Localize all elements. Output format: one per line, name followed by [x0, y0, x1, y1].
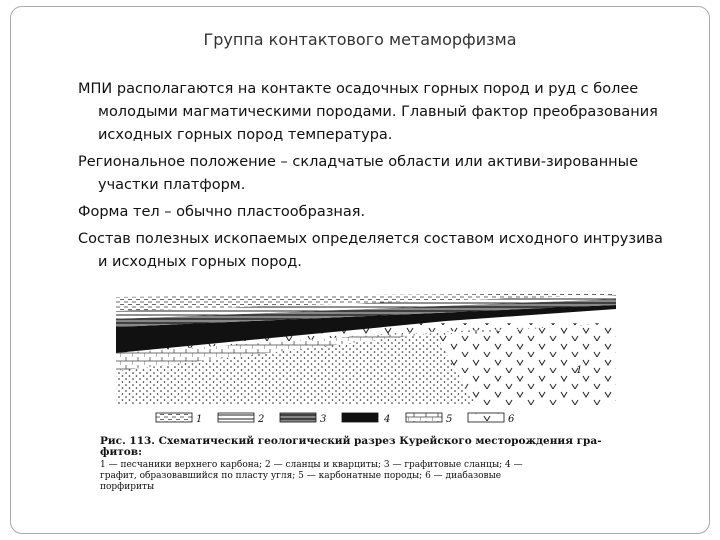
legend-num-4: 4 — [384, 414, 391, 425]
legend-swatch-5 — [406, 413, 442, 422]
caption-line-2: фитов: — [100, 446, 142, 458]
legend-swatch-4 — [342, 413, 378, 422]
slide-body — [78, 78, 668, 278]
caption-line-4: графит, образовавшийся по пласту угля; 5 — карбонатные породы; 6 — диабазовые — [100, 471, 502, 481]
paragraph-4: Состав полезных ископаемых определяется составом исходного интрузива и исходных горных пород. — [78, 231, 663, 270]
geologic-figure — [96, 293, 624, 500]
figure-caption — [100, 435, 602, 492]
paragraph-1: МПИ располагаются на контакте осадочных горных пород и руд с более молодыми магматическими породами. Главный фактор преобразования исходных горных пород температура. — [78, 81, 658, 143]
geologic-section-image — [96, 293, 624, 500]
slide-title: Группа контактового метаморфизма — [203, 30, 517, 49]
legend — [156, 413, 515, 425]
section-label-1: 1 — [576, 365, 583, 376]
legend-num-6: 6 — [508, 414, 515, 425]
legend-num-3: 3 — [320, 414, 327, 425]
legend-num-1: 1 — [196, 414, 203, 425]
section-diagram — [116, 293, 616, 405]
paragraph-3: Форма тел – обычно пластообразная. — [78, 204, 366, 220]
legend-swatch-6 — [468, 413, 504, 422]
caption-line-3: 1 — песчаники верхнего карбона; 2 — сланцы и кварциты; 3 — графитовые сланцы; 4 — — [100, 460, 523, 470]
legend-num-2: 2 — [258, 414, 265, 425]
legend-swatch-2 — [218, 413, 254, 422]
caption-line-5: порфириты — [100, 482, 155, 492]
paragraph-2: Региональное положение – складчатые области или активи-зированные участки платформ. — [78, 154, 639, 193]
legend-num-5: 5 — [446, 414, 453, 425]
caption-line-1: Рис. 113. Схематический геологический разрез Курейского месторождения гра- — [100, 435, 602, 447]
legend-swatch-1 — [156, 413, 192, 422]
legend-swatch-3 — [280, 413, 316, 422]
